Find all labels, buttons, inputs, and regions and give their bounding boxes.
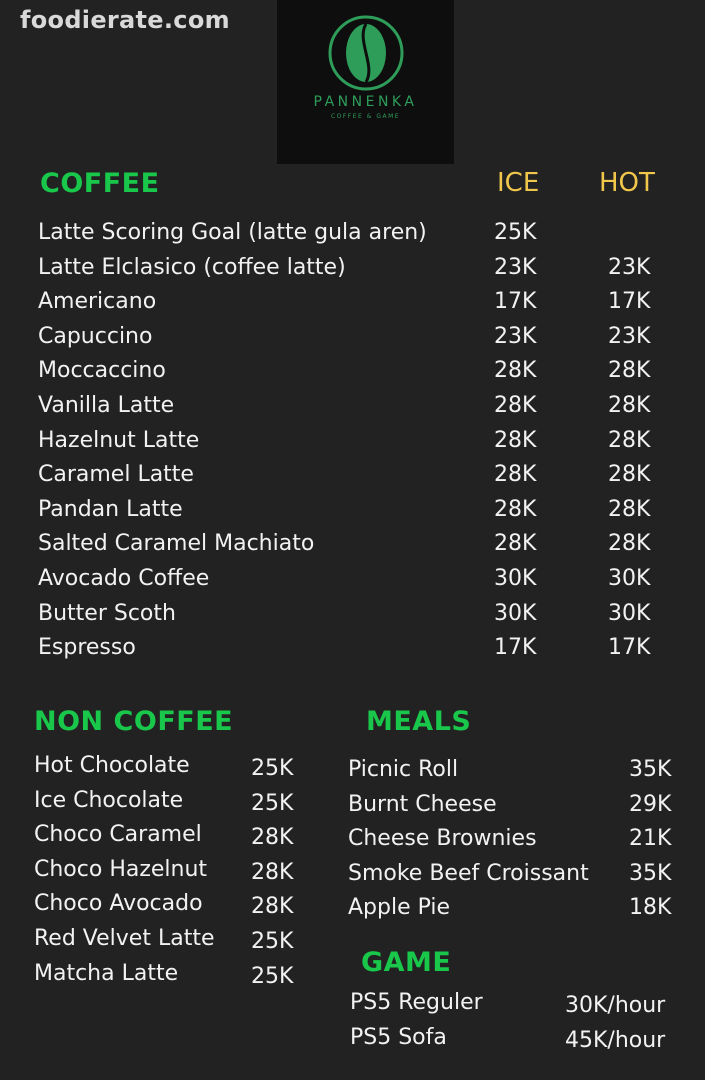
meal-item (348, 826, 678, 861)
item-name: Espresso (38, 635, 136, 661)
item-price: 18K (629, 895, 672, 921)
coffee-heading: COFFEE (40, 168, 160, 199)
meal-item (348, 861, 678, 896)
hot-price: 28K (608, 427, 651, 453)
item-name: Burnt Cheese (348, 791, 497, 817)
hot-price: 28K (608, 358, 651, 384)
coffee-bean-icon (327, 14, 405, 92)
item-name: Smoke Beef Croissant (348, 860, 589, 886)
non-coffee-heading: NON COFFEE (34, 706, 234, 737)
meals-heading: MEALS (366, 706, 472, 737)
item-price: 35K (629, 757, 672, 782)
coffee-item (38, 358, 678, 393)
hot-price: 28K (608, 531, 651, 557)
item-name: PS5 Reguler (350, 990, 483, 1015)
meals-list (348, 757, 678, 930)
ice-price: 28K (494, 462, 537, 488)
brand-subtitle: COFFEE & GAME (330, 113, 401, 120)
ice-price: 23K (494, 254, 537, 280)
ice-price: 28K (494, 427, 537, 453)
game-list (350, 990, 685, 1059)
game-heading: GAME (361, 947, 452, 978)
ice-price: 28K (494, 531, 537, 557)
item-price: 45K/hour (565, 1027, 666, 1053)
item-name: Picnic Roll (348, 757, 459, 782)
hot-price: 28K (608, 392, 651, 418)
item-name: Choco Caramel (34, 822, 202, 848)
hot-price: 30K (608, 600, 651, 626)
coffee-list (38, 220, 678, 670)
item-name: Latte Elclasico (coffee latte) (38, 254, 346, 280)
hot-price: 17K (608, 635, 651, 661)
ice-price: 23K (494, 323, 537, 349)
game-item (350, 990, 685, 1025)
item-name: PS5 Sofa (350, 1024, 447, 1050)
coffee-item (38, 601, 678, 636)
non-coffee-list (34, 753, 334, 995)
non-coffee-item (34, 753, 334, 788)
hot-price: 23K (608, 254, 651, 280)
item-name: Moccaccino (38, 358, 166, 384)
non-coffee-item (34, 891, 334, 926)
item-price: 28K (251, 825, 294, 851)
item-price: 25K (251, 756, 294, 781)
item-name: Vanilla Latte (38, 392, 175, 418)
ice-price: 17K (494, 635, 537, 661)
coffee-item (38, 635, 678, 670)
item-name: Pandan Latte (38, 496, 183, 522)
coffee-item (38, 255, 678, 290)
game-item (350, 1025, 685, 1060)
coffee-item (38, 497, 678, 532)
item-price: 28K (251, 894, 294, 920)
item-name: Salted Caramel Machiato (38, 531, 315, 557)
coffee-item (38, 393, 678, 428)
item-price: 28K (251, 859, 294, 885)
ice-price: 28K (494, 392, 537, 418)
item-name: Cheese Brownies (348, 826, 537, 852)
item-name: Matcha Latte (34, 960, 179, 986)
watermark: foodierate.com (20, 6, 230, 34)
coffee-item (38, 289, 678, 324)
hot-price: 28K (608, 496, 651, 522)
ice-price: 17K (494, 289, 537, 315)
non-coffee-item (34, 926, 334, 961)
ice-price: 30K (494, 565, 537, 591)
item-name: Americano (38, 289, 157, 315)
brand-name: PANNENKA (313, 94, 418, 110)
item-name: Choco Hazelnut (34, 856, 208, 882)
item-name: Hazelnut Latte (38, 427, 200, 453)
meal-item (348, 792, 678, 827)
non-coffee-item (34, 788, 334, 823)
item-name: Ice Chocolate (34, 787, 184, 813)
coffee-item (38, 462, 678, 497)
ice-price: 28K (494, 358, 537, 384)
meal-item (348, 757, 678, 792)
ice-price: 30K (494, 600, 537, 626)
hot-price: 23K (608, 323, 651, 349)
item-name: Red Velvet Latte (34, 925, 215, 951)
brand-logo (277, 0, 454, 164)
coffee-item (38, 531, 678, 566)
item-name: Caramel Latte (38, 462, 194, 488)
item-name: Latte Scoring Goal (latte gula aren) (38, 220, 427, 245)
hot-column-header: HOT (599, 168, 655, 198)
item-price: 35K (629, 860, 672, 886)
item-price: 29K (629, 791, 672, 817)
item-price: 30K/hour (565, 993, 666, 1018)
non-coffee-item (34, 822, 334, 857)
item-price: 25K (251, 790, 294, 816)
ice-price: 28K (494, 496, 537, 522)
item-name: Butter Scoth (38, 600, 176, 626)
item-price: 25K (251, 963, 294, 989)
hot-price: 17K (608, 289, 651, 315)
item-name: Choco Avocado (34, 891, 203, 917)
item-name: Capuccino (38, 323, 153, 349)
item-name: Hot Chocolate (34, 753, 190, 778)
ice-price: 25K (494, 220, 537, 245)
ice-column-header: ICE (497, 168, 540, 198)
non-coffee-item (34, 857, 334, 892)
meal-item (348, 895, 678, 930)
non-coffee-item (34, 961, 334, 996)
hot-price: 28K (608, 462, 651, 488)
hot-price: 30K (608, 565, 651, 591)
item-name: Avocado Coffee (38, 565, 210, 591)
coffee-item (38, 324, 678, 359)
item-price: 25K (251, 928, 294, 954)
coffee-item (38, 220, 678, 255)
coffee-item (38, 566, 678, 601)
item-name: Apple Pie (348, 895, 451, 921)
item-price: 21K (629, 826, 672, 852)
coffee-item (38, 428, 678, 463)
